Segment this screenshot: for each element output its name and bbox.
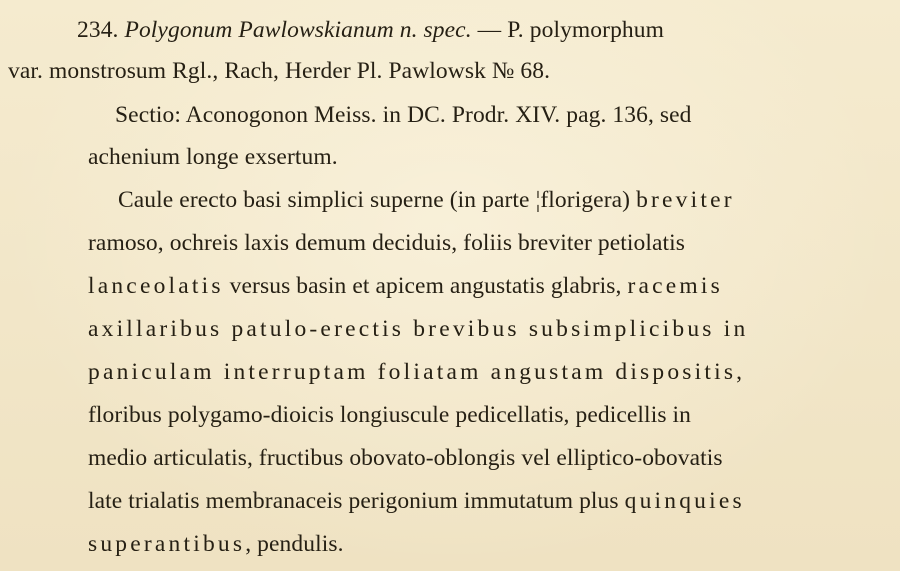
spaced-word-lanceolatis: lanceolatis: [88, 273, 224, 299]
description-line-4: axillaribus patulo-erectis brevibus subsimplicibus in: [88, 316, 749, 342]
species-name: Polygonum Pawlowskianum n. spec.: [124, 17, 472, 43]
description-line-3: lanceolatis versus basin et apicem angustatis glabris, racemis: [88, 273, 723, 299]
description-line-9: superantibus, pendulis.: [88, 531, 344, 557]
description-line-8: late trialatis membranaceis perigonium immutatum plus quinquies: [88, 488, 745, 514]
spaced-word-superantibus: superantibus: [88, 531, 246, 557]
description-line-1: Caule erecto basi simplici superne (in parte ¦florigera) breviter: [118, 187, 735, 213]
sectio-line: Sectio: Aconogonon Meiss. in DC. Prodr. XIV. pag. 136, sed: [115, 102, 692, 128]
spaced-word-racemis: racemis: [627, 273, 723, 299]
species-number: 234.: [77, 17, 125, 43]
synonym-start: — P. polymorphum: [471, 17, 665, 43]
achenium-line: achenium longe exsertum.: [88, 144, 338, 170]
description-line-2: ramoso, ochreis laxis demum deciduis, foliis breviter petiolatis: [88, 230, 686, 256]
spaced-word-breviter: breviter: [636, 187, 735, 213]
description-line-7: medio articulatis, fructibus obovato-oblongis vel elliptico-obovatis: [88, 445, 723, 471]
description-line-5: paniculam interruptam foliatam angustam dispositis,: [88, 359, 746, 385]
synonym-line: var. monstrosum Rgl., Rach, Herder Pl. Pawlowsk № 68.: [8, 58, 551, 84]
spaced-word-quinquies: quinquies: [624, 488, 745, 514]
species-heading-line: [77, 15, 887, 45]
description-line-6: floribus polygamo-dioicis longiuscule pedicellatis, pedicellis in: [88, 402, 692, 428]
